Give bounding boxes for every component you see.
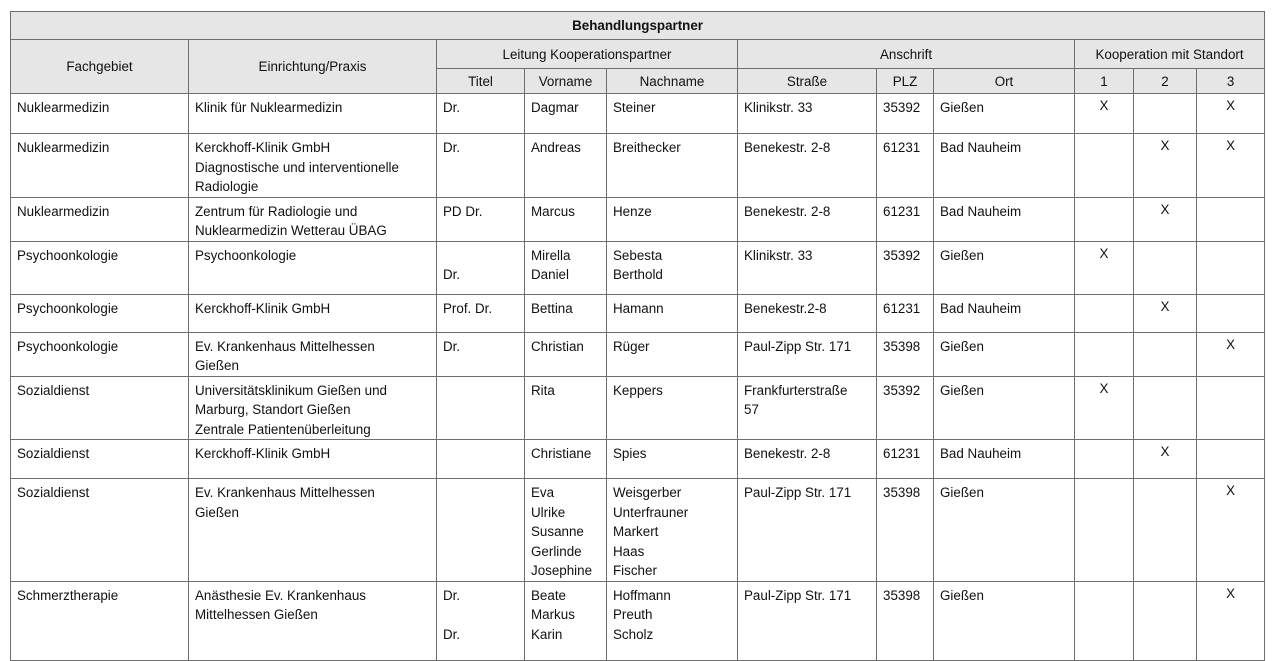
plz-text: 61231	[883, 300, 921, 316]
cell-ort	[934, 581, 1075, 660]
titel-text: Dr.	[443, 626, 461, 642]
cell-standort-2	[1134, 241, 1197, 294]
cell-vorname	[525, 376, 607, 440]
ort-text: Gießen	[940, 338, 984, 354]
plz-text: 35398	[883, 485, 921, 500]
standort-mark: X	[1099, 380, 1109, 396]
cell-titel	[437, 440, 525, 479]
cell-strasse	[738, 376, 877, 440]
vorname-text: Marcus	[531, 203, 575, 219]
nachname-text: Preuth	[613, 607, 653, 622]
einrichtung-text: Psychoonkologie	[195, 247, 297, 263]
titel-text: Dr.	[443, 267, 461, 282]
plz-text: 35392	[883, 247, 921, 263]
strasse-text: Benekestr. 2-8	[744, 203, 831, 219]
nachname-text: Fischer	[613, 563, 657, 578]
cell-einrichtung	[189, 294, 437, 332]
header-anschrift: Anschrift	[738, 40, 1075, 69]
cell-standort-2	[1134, 479, 1197, 582]
cell-einrichtung	[189, 479, 437, 582]
einrichtung-text: Ev. Krankenhaus Mittelhessen	[195, 485, 375, 500]
cell-fachgebiet	[11, 197, 189, 241]
cell-standort-3	[1197, 134, 1265, 198]
cell-nachname	[607, 440, 738, 479]
cell-vorname	[525, 241, 607, 294]
cell-standort-2	[1134, 581, 1197, 660]
header-ort: Ort	[934, 69, 1075, 94]
cell-vorname	[525, 294, 607, 332]
strasse-text: 57	[744, 402, 759, 417]
strasse-text: Benekestr. 2-8	[744, 140, 831, 155]
cell-plz	[877, 294, 934, 332]
ort-text: Gießen	[940, 587, 984, 603]
cell-titel	[437, 241, 525, 294]
strasse-text: Benekestr.2-8	[744, 300, 827, 316]
titel-text: Prof. Dr.	[443, 300, 493, 316]
fachgebiet-text: Sozialdienst	[17, 446, 90, 461]
cell-standort-1	[1075, 581, 1134, 660]
cell-strasse	[738, 134, 877, 198]
nachname-text: Rüger	[613, 338, 650, 354]
table-row	[11, 440, 1265, 479]
strasse-text: Frankfurterstraße	[744, 382, 848, 398]
cell-standort-2	[1134, 94, 1197, 134]
titel-text: Dr.	[443, 140, 461, 155]
cell-ort	[934, 332, 1075, 376]
titel-text	[443, 381, 524, 401]
cell-standort-1	[1075, 294, 1134, 332]
table-row	[11, 332, 1265, 376]
cell-standort-2	[1134, 332, 1197, 376]
cell-nachname	[607, 294, 738, 332]
cell-fachgebiet	[11, 440, 189, 479]
header-vorname: Vorname	[525, 69, 607, 94]
cell-nachname	[607, 197, 738, 241]
cell-fachgebiet	[11, 94, 189, 134]
ort-text: Bad Nauheim	[940, 203, 1022, 219]
cell-standort-3	[1197, 376, 1265, 440]
cell-standort-3	[1197, 332, 1265, 376]
cell-fachgebiet	[11, 581, 189, 660]
fachgebiet-text: Nuklearmedizin	[17, 140, 110, 155]
vorname-text: Christiane	[531, 446, 592, 461]
cell-fachgebiet	[11, 134, 189, 198]
table-row	[11, 94, 1265, 134]
cell-standort-2	[1134, 134, 1197, 198]
cell-fachgebiet	[11, 241, 189, 294]
cell-standort-2	[1134, 376, 1197, 440]
table-container	[10, 11, 1264, 661]
plz-text: 61231	[883, 446, 921, 461]
vorname-text: Andreas	[531, 140, 581, 155]
cell-fachgebiet	[11, 376, 189, 440]
cell-vorname	[525, 134, 607, 198]
cell-standort-1	[1075, 332, 1134, 376]
cell-fachgebiet	[11, 294, 189, 332]
cell-fachgebiet	[11, 479, 189, 582]
cell-strasse	[738, 94, 877, 134]
einrichtung-text: Kerckhoff-Klinik GmbH	[195, 140, 331, 155]
cell-standort-1	[1075, 479, 1134, 582]
einrichtung-text: Gießen	[195, 504, 239, 520]
table-row	[11, 581, 1265, 660]
fachgebiet-text: Sozialdienst	[17, 382, 90, 398]
table-row	[11, 376, 1265, 440]
titel-text: Dr.	[443, 100, 461, 115]
einrichtung-text: Klinik für Nuklearmedizin	[195, 100, 343, 115]
cell-vorname	[525, 581, 607, 660]
cell-ort	[934, 376, 1075, 440]
standort-mark: X	[1226, 98, 1236, 113]
strasse-text: Paul-Zipp Str. 171	[744, 485, 852, 500]
einrichtung-text: Zentrale Patientenüberleitung	[195, 421, 371, 437]
header-strasse: Straße	[738, 69, 877, 94]
nachname-text: Spies	[613, 446, 647, 461]
cell-ort	[934, 440, 1075, 479]
table-row	[11, 294, 1265, 332]
fachgebiet-text: Psychoonkologie	[17, 338, 119, 354]
cell-titel	[437, 479, 525, 582]
cell-standort-3	[1197, 479, 1265, 582]
titel-text	[443, 605, 524, 625]
einrichtung-text: Anästhesie Ev. Krankenhaus	[195, 587, 366, 603]
titel-text	[443, 483, 524, 503]
plz-text: 35392	[883, 100, 921, 115]
ort-text: Bad Nauheim	[940, 300, 1022, 316]
cell-titel	[437, 134, 525, 198]
cell-vorname	[525, 197, 607, 241]
cell-standort-1	[1075, 197, 1134, 241]
strasse-text: Klinikstr. 33	[744, 100, 813, 115]
cell-ort	[934, 94, 1075, 134]
cell-einrichtung	[189, 581, 437, 660]
titel-text	[443, 444, 524, 464]
cell-einrichtung	[189, 332, 437, 376]
vorname-text: Ulrike	[531, 504, 566, 520]
standort-mark: X	[1226, 138, 1236, 153]
header-standort-1: 1	[1075, 69, 1134, 94]
fachgebiet-text: Psychoonkologie	[17, 300, 119, 316]
standort-mark: X	[1099, 98, 1109, 113]
cell-plz	[877, 581, 934, 660]
standort-mark: X	[1226, 336, 1236, 352]
cell-vorname	[525, 94, 607, 134]
cell-ort	[934, 241, 1075, 294]
cell-plz	[877, 94, 934, 134]
standort-mark: X	[1226, 483, 1236, 498]
cell-titel	[437, 376, 525, 440]
cell-standort-2	[1134, 294, 1197, 332]
cell-strasse	[738, 479, 877, 582]
cell-plz	[877, 197, 934, 241]
nachname-text: Haas	[613, 543, 645, 559]
vorname-text: Bettina	[531, 300, 573, 316]
einrichtung-text: Universitätsklinikum Gießen und	[195, 382, 388, 398]
titel-text: Dr.	[443, 587, 461, 603]
strasse-text: Paul-Zipp Str. 171	[744, 587, 852, 603]
cell-standort-3	[1197, 197, 1265, 241]
nachname-text: Weisgerber	[613, 485, 682, 500]
cell-titel	[437, 94, 525, 134]
table-row	[11, 241, 1265, 294]
nachname-text: Steiner	[613, 100, 656, 115]
strasse-text: Klinikstr. 33	[744, 247, 813, 263]
vorname-text: Mirella	[531, 247, 571, 263]
nachname-text: Unterfrauner	[613, 504, 689, 520]
vorname-text: Karin	[531, 626, 563, 642]
cell-nachname	[607, 332, 738, 376]
cell-strasse	[738, 440, 877, 479]
cell-plz	[877, 440, 934, 479]
cell-vorname	[525, 332, 607, 376]
vorname-text: Rita	[531, 382, 555, 398]
standort-mark: X	[1099, 245, 1109, 261]
cell-standort-1	[1075, 440, 1134, 479]
cell-standort-1	[1075, 241, 1134, 294]
header-fachgebiet: Fachgebiet	[11, 40, 189, 94]
header-leitung: Leitung Kooperationspartner	[437, 40, 738, 69]
vorname-text: Josephine	[531, 563, 593, 578]
vorname-text: Gerlinde	[531, 543, 582, 559]
cell-plz	[877, 332, 934, 376]
vorname-text: Christian	[531, 338, 584, 354]
cell-titel	[437, 294, 525, 332]
standort-mark: X	[1160, 444, 1170, 459]
table-title: Behandlungspartner	[11, 12, 1265, 40]
einrichtung-text: Nuklearmedizin Wetterau ÜBAG	[195, 223, 387, 238]
nachname-text: Hoffmann	[613, 587, 671, 603]
strasse-text: Paul-Zipp Str. 171	[744, 338, 852, 354]
nachname-text: Henze	[613, 203, 652, 219]
standort-mark: X	[1160, 201, 1170, 217]
nachname-text: Markert	[613, 524, 659, 539]
cell-standort-3	[1197, 241, 1265, 294]
einrichtung-text: Kerckhoff-Klinik GmbH	[195, 300, 331, 316]
cell-plz	[877, 479, 934, 582]
standort-mark: X	[1160, 138, 1170, 153]
ort-text: Gießen	[940, 485, 984, 500]
einrichtung-text: Marburg, Standort Gießen	[195, 402, 351, 417]
titel-text	[443, 246, 524, 266]
einrichtung-text: Mittelhessen Gießen	[195, 607, 318, 622]
header-kooperation: Kooperation mit Standort	[1075, 40, 1265, 69]
cell-ort	[934, 197, 1075, 241]
plz-text: 61231	[883, 140, 921, 155]
nachname-text: Hamann	[613, 300, 664, 316]
cell-titel	[437, 581, 525, 660]
cell-einrichtung	[189, 94, 437, 134]
titel-text: Dr.	[443, 338, 461, 354]
ort-text: Bad Nauheim	[940, 446, 1022, 461]
nachname-text: Berthold	[613, 267, 663, 282]
cell-nachname	[607, 241, 738, 294]
plz-text: 35392	[883, 382, 921, 398]
header-plz: PLZ	[877, 69, 934, 94]
cell-titel	[437, 332, 525, 376]
cell-ort	[934, 134, 1075, 198]
cell-plz	[877, 241, 934, 294]
cell-strasse	[738, 241, 877, 294]
ort-text: Bad Nauheim	[940, 140, 1022, 155]
cell-einrichtung	[189, 197, 437, 241]
strasse-text: Benekestr. 2-8	[744, 446, 831, 461]
plz-text: 35398	[883, 338, 921, 354]
ort-text: Gießen	[940, 100, 984, 115]
header-standort-3: 3	[1197, 69, 1265, 94]
titel-text: PD Dr.	[443, 203, 483, 219]
table-row	[11, 197, 1265, 241]
cell-strasse	[738, 197, 877, 241]
vorname-text: Markus	[531, 607, 575, 622]
behandlungspartner-table	[10, 11, 1265, 661]
ort-text: Gießen	[940, 247, 984, 263]
fachgebiet-text: Sozialdienst	[17, 485, 90, 500]
cell-standort-1	[1075, 94, 1134, 134]
header-standort-2: 2	[1134, 69, 1197, 94]
cell-standort-3	[1197, 94, 1265, 134]
table-body	[11, 94, 1265, 661]
cell-vorname	[525, 440, 607, 479]
standort-mark: X	[1160, 298, 1170, 314]
cell-einrichtung	[189, 440, 437, 479]
cell-vorname	[525, 479, 607, 582]
cell-plz	[877, 134, 934, 198]
cell-standort-1	[1075, 376, 1134, 440]
einrichtung-text: Diagnostische und interventionelle	[195, 159, 399, 175]
cell-einrichtung	[189, 376, 437, 440]
fachgebiet-text: Psychoonkologie	[17, 247, 119, 263]
header-nachname: Nachname	[607, 69, 738, 94]
cell-strasse	[738, 581, 877, 660]
cell-strasse	[738, 332, 877, 376]
vorname-text: Susanne	[531, 524, 584, 539]
ort-text: Gießen	[940, 382, 984, 398]
cell-plz	[877, 376, 934, 440]
nachname-text: Sebesta	[613, 247, 663, 263]
cell-standort-3	[1197, 294, 1265, 332]
cell-titel	[437, 197, 525, 241]
fachgebiet-text: Nuklearmedizin	[17, 203, 110, 219]
cell-nachname	[607, 581, 738, 660]
table-row	[11, 479, 1265, 582]
plz-text: 61231	[883, 203, 921, 219]
cell-ort	[934, 479, 1075, 582]
cell-standort-2	[1134, 440, 1197, 479]
cell-einrichtung	[189, 241, 437, 294]
nachname-text: Breithecker	[613, 140, 681, 155]
cell-nachname	[607, 134, 738, 198]
plz-text: 35398	[883, 587, 921, 603]
einrichtung-text: Gießen	[195, 358, 239, 373]
cell-standort-3	[1197, 581, 1265, 660]
fachgebiet-text: Schmerztherapie	[17, 587, 119, 603]
table-row	[11, 134, 1265, 198]
cell-nachname	[607, 376, 738, 440]
cell-standort-1	[1075, 134, 1134, 198]
nachname-text: Keppers	[613, 382, 663, 398]
standort-mark: X	[1226, 585, 1236, 601]
cell-standort-3	[1197, 440, 1265, 479]
einrichtung-text: Ev. Krankenhaus Mittelhessen	[195, 338, 375, 354]
fachgebiet-text: Nuklearmedizin	[17, 100, 110, 115]
header-titel: Titel	[437, 69, 525, 94]
cell-strasse	[738, 294, 877, 332]
cell-nachname	[607, 479, 738, 582]
nachname-text: Scholz	[613, 626, 654, 642]
header-einrichtung: Einrichtung/Praxis	[189, 40, 437, 94]
cell-standort-2	[1134, 197, 1197, 241]
einrichtung-text: Kerckhoff-Klinik GmbH	[195, 446, 331, 461]
einrichtung-text: Radiologie	[195, 179, 259, 194]
vorname-text: Daniel	[531, 267, 569, 282]
vorname-text: Eva	[531, 485, 555, 500]
cell-einrichtung	[189, 134, 437, 198]
vorname-text: Dagmar	[531, 100, 579, 115]
cell-nachname	[607, 94, 738, 134]
einrichtung-text: Zentrum für Radiologie und	[195, 203, 358, 219]
cell-ort	[934, 294, 1075, 332]
vorname-text: Beate	[531, 587, 566, 603]
cell-fachgebiet	[11, 332, 189, 376]
